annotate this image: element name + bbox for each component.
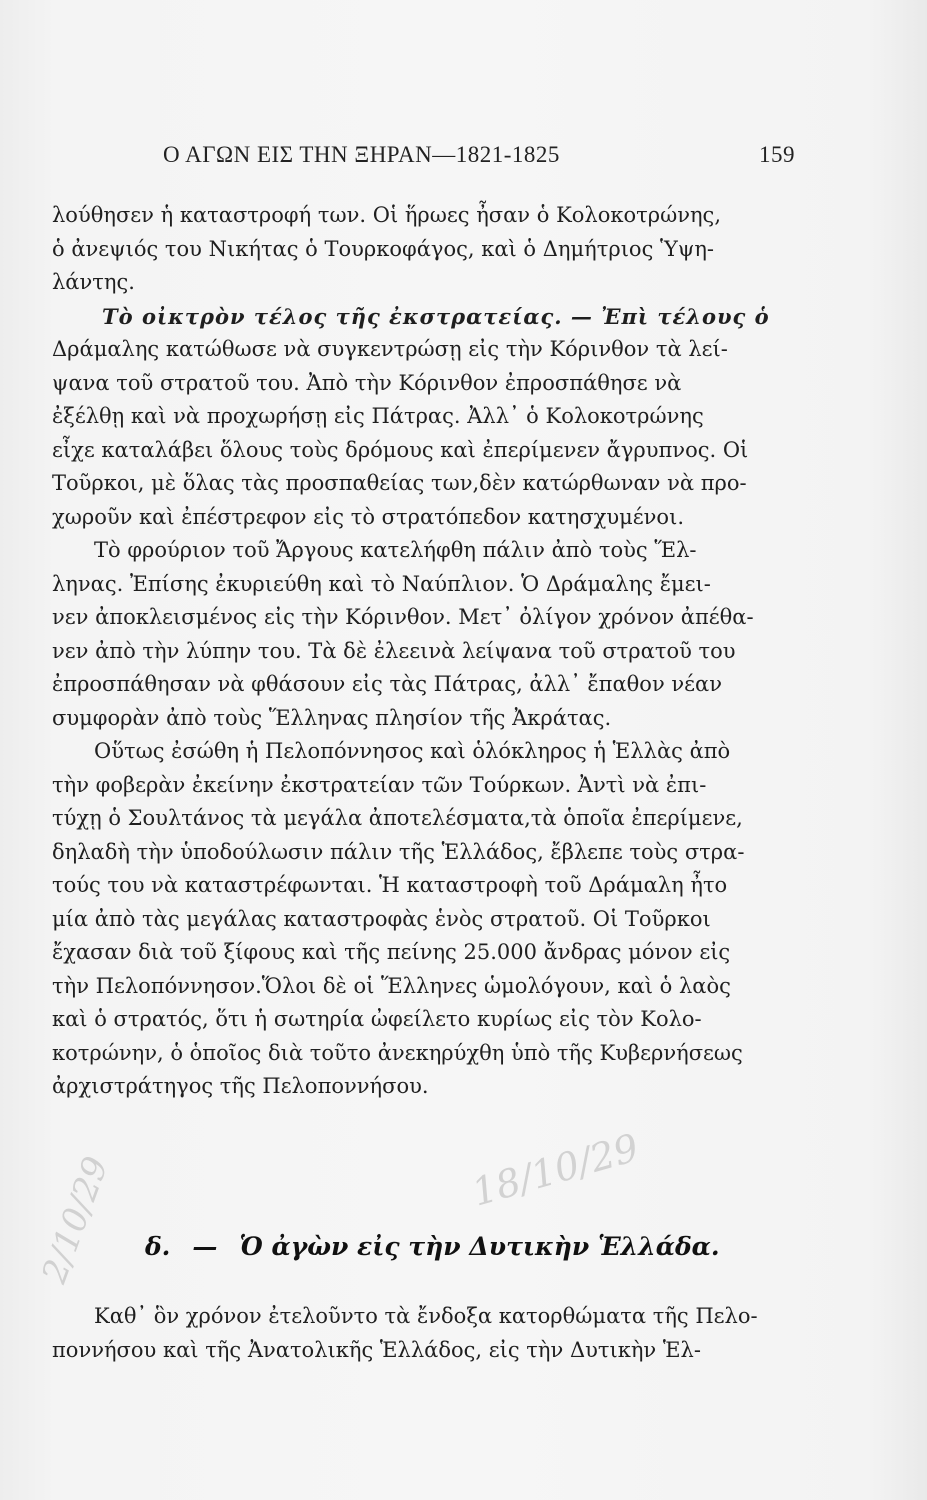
text-line: ἐξέλθῃ καὶ νὰ προχωρήσῃ εἰς Πάτρας. Ἀλλ᾿ ὁ Κολοκοτρώνης	[52, 404, 704, 428]
text-line: τούς του νὰ καταστρέφωνται. Ἡ καταστροφὴ τοῦ Δράμαλη ἦτο	[52, 873, 728, 897]
section-number: δ.	[145, 1232, 171, 1261]
main-text	[52, 199, 792, 1104]
text-line: ποννήσου καὶ τῆς Ἀνατολικῆς Ἑλλάδος, εἰς τὴν Δυτικὴν Ἑλ-	[52, 1337, 701, 1362]
text-line: νεν ἀποκλεισμένος εἰς τὴν Κόρινθον. Μετ᾿ ὀλίγον χρόνον ἀπέθα-	[52, 605, 754, 629]
text-line: ἔχασαν διὰ τοῦ ξίφους καὶ τῆς πείνης 25.000 ἄνδρας μόνον εἰς	[52, 940, 731, 964]
text-line: Τοῦρκοι, μὲ ὅλας τὰς προσπαθείας των,δὲν κατώρθωναν νὰ προ-	[52, 471, 747, 495]
handwritten-date-mark: 2/10/29	[34, 1151, 117, 1289]
section-dash: —	[192, 1232, 218, 1261]
text-line: τὴν φοβερὰν ἐκείνην ἐκστρατείαν τῶν Τούρκων. Ἀντὶ νὰ ἐπι-	[52, 772, 707, 797]
inline-heading-line	[52, 300, 792, 334]
text-line: μία ἀπὸ τὰς μεγάλας καταστροφὰς ἑνὸς στρατοῦ. Οἱ Τοῦρκοι	[52, 906, 711, 931]
text-line: εἶχε καταλάβει ὅλους τοὺς δρόμους καὶ ἐπερίμενεν ἄγρυπνος. Οἱ	[52, 437, 749, 462]
text-line: χωροῦν καὶ ἐπέστρεφον εἰς τὸ στρατόπεδον κατησχυμένοι.	[52, 504, 684, 529]
text-line: τὴν Πελοπόννησον.Ὅλοι δὲ οἱ Ἕλληνες ὡμολόγουν, καὶ ὁ λαὸς	[52, 973, 731, 998]
text-line: συμφορὰν ἀπὸ τοὺς Ἕλληνας πλησίον τῆς Ἀκράτας.	[52, 705, 612, 730]
text-line: τύχῃ ὁ Σουλτάνος τὰ μεγάλα ἀποτελέσματα,τὰ ὁποῖα ἐπερίμενε,	[52, 806, 743, 830]
text-line: δηλαδὴ τὴν ὑποδούλωσιν πάλιν τῆς Ἑλλάδος, ἔβλεπε τοὺς στρα-	[52, 839, 745, 864]
next-paragraph	[52, 1300, 792, 1367]
text-line: Τὸ φρούριον τοῦ Ἄργους κατελήφθη πάλιν ἀπὸ τοὺς Ἕλ-	[94, 538, 697, 562]
page-header	[163, 142, 795, 182]
text-line: ψανα τοῦ στρατοῦ του. Ἀπὸ τὴν Κόρινθον ἐπροσπάθησε νὰ	[52, 370, 682, 395]
text-line: κοτρώνην, ὁ ὁποῖος διὰ τοῦτο ἀνεκηρύχθη ὑπὸ τῆς Κυβερνήσεως	[52, 1040, 743, 1065]
text-line: λούθησεν ἡ καταστροφή των. Οἱ ἥρωες ἦσαν ὁ Κολοκοτρώνης,	[52, 203, 721, 227]
text-line: Οὕτως ἐσώθη ἡ Πελοπόννησος καὶ ὁλόκληρος ἡ Ἑλλὰς ἀπὸ	[94, 739, 731, 763]
text-line: νεν ἀπὸ τὴν λύπην του. Τὰ δὲ ἐλεεινὰ λείψανα τοῦ στρατοῦ του	[52, 638, 736, 663]
running-title: Ο ΑΓΩΝ ΕΙΣ ΤΗΝ ΞΗΡΑΝ—1821-1825	[163, 142, 560, 167]
text-line: καὶ ὁ στρατός, ὅτι ἡ σωτηρία ὠφείλετο κυρίως εἰς τὸν Κολο-	[52, 1007, 702, 1031]
text-line: Καθ᾿ ὃν χρόνον ἐτελοῦντο τὰ ἔνδοξα κατορθώματα τῆς Πελο-	[94, 1304, 758, 1328]
text-line: ληνας. Ἐπίσης ἐκυριεύθη καὶ τὸ Ναύπλιον. Ὁ Δράμαλης ἔμει-	[52, 571, 711, 596]
text-line: ἀρχιστράτηγος τῆς Πελοποννήσου.	[52, 1074, 429, 1098]
section-title: Ὁ ἀγὼν εἰς τὴν Δυτικὴν Ἑλλάδα.	[239, 1232, 720, 1261]
text-line: λάντης.	[52, 270, 135, 294]
text-line: ὁ ἀνεψιός του Νικήτας ὁ Τουρκοφάγος, καὶ ὁ Δημήτριος Ὑψη-	[52, 236, 715, 261]
handwritten-date-mark: 18/10/29	[467, 1125, 644, 1215]
page-number: 159	[759, 142, 795, 167]
text-line: ἐπροσπάθησαν νὰ φθάσουν εἰς τὰς Πάτρας, ἀλλ᾿ ἔπαθον νέαν	[52, 672, 722, 696]
section-heading	[145, 1232, 745, 1261]
inline-subheading: Τὸ οἰκτρὸν τέλος τῆς ἐκστρατείας. — Ἐπὶ τέλους ὁ	[102, 303, 770, 329]
text-line: Δράμαλης κατώθωσε νὰ συγκεντρώσῃ εἰς τὴν Κόρινθον τὰ λεί-	[52, 337, 728, 361]
